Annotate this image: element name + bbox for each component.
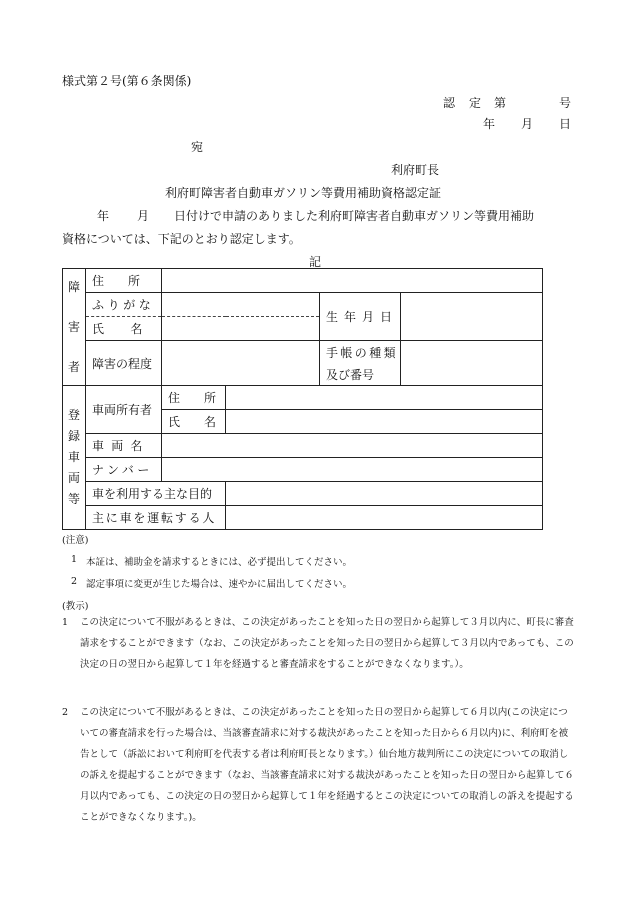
- table-row: [63, 434, 543, 458]
- instruction-number: 2: [62, 707, 69, 718]
- vehicle-name-label: 車両名: [86, 434, 162, 458]
- group-label-vehicle: 登 録 車 両 等: [63, 386, 86, 530]
- main-driver-field[interactable]: [226, 506, 543, 530]
- date-month: 月: [521, 117, 534, 131]
- instruction-item: [62, 612, 574, 675]
- intro-year: 年: [97, 209, 110, 223]
- notebook-label-line2: 及び番号: [320, 363, 401, 386]
- note-text: 認定事項に変更が生じた場合は、速やかに届出してください。: [86, 579, 353, 590]
- owner-name-label: 氏 名: [162, 410, 226, 434]
- address-label: 住 所: [86, 269, 162, 293]
- instruction-number: 1: [62, 617, 69, 628]
- name-label: 氏 名: [86, 317, 162, 341]
- address-field[interactable]: [162, 269, 543, 293]
- plate-number-label: ナンバー: [86, 458, 162, 482]
- cert-no-kanji-1: 認: [443, 96, 456, 110]
- date-day: 日: [559, 117, 572, 131]
- table-row: [63, 293, 543, 317]
- instruction-text: この決定について不服があるときは、この決定があったことを知った日の翌日から起算して６月以内(この決定についての審査請求を行った場合は、当該審査請求に対する裁決があったことを知った日から６月以内)に、利府町を被告として（訴訟において利府町を代表する者は利府町長となります。）仙台地方裁判所にこの決定についての取消しの訴えを提起することができます（なお、当該審査請求に対する裁決があったことを知った日の翌日から起算して６月以内であっても、この決定の日の翌日から起算して１年を経過するとこの決定についての取消しの訴えを提起することができなくなります。)。: [80, 707, 574, 823]
- table-row: [63, 269, 543, 293]
- vehicle-name-field[interactable]: [162, 434, 543, 458]
- table-row: [63, 482, 543, 506]
- notes-heading: (注意): [62, 535, 89, 546]
- instruction-heading: (教示): [62, 601, 89, 612]
- owner-name-field[interactable]: [226, 410, 543, 434]
- plate-number-field[interactable]: [162, 458, 543, 482]
- instruction-text: この決定について不服があるときは、この決定があったことを知った日の翌日から起算して３月以内に、町長に審査請求をすることができます（なお、この決定があったことを知った日の翌日から起算して３月以内であっても、この決定の日の翌日から起算して１年を経過すると審査請求をすることができなくなります。）。: [80, 617, 574, 670]
- main-driver-label: 主に車を運転する人: [86, 506, 226, 530]
- furigana-field[interactable]: [162, 293, 320, 317]
- vehicle-owner-label: 車両所有者: [86, 386, 162, 434]
- notebook-field[interactable]: [401, 341, 543, 386]
- ki-heading: 記: [309, 255, 322, 269]
- birthdate-field[interactable]: [401, 293, 543, 341]
- table-row: [63, 506, 543, 530]
- disability-level-label: 障害の程度: [86, 341, 162, 386]
- addressee: 宛: [191, 140, 204, 154]
- table-row: [63, 386, 543, 410]
- table-row: [63, 341, 543, 364]
- notebook-label-line1: 手帳の種類: [320, 341, 401, 364]
- group-label-disabled: 障 害 者: [63, 269, 86, 386]
- cert-no-suffix: 号: [559, 96, 572, 110]
- cert-no-kanji-2: 定: [469, 96, 482, 110]
- certificate-table: [62, 268, 543, 530]
- date-year: 年: [483, 117, 496, 131]
- disability-level-field[interactable]: [162, 341, 320, 386]
- note-number: 2: [71, 576, 78, 587]
- form-number: 様式第２号(第６条関係): [62, 74, 192, 88]
- issuer: 利府町長: [391, 163, 440, 177]
- furigana-label: ふりがな: [86, 293, 162, 317]
- cert-no-kanji-3: 第: [494, 96, 507, 110]
- instruction-item: [62, 702, 574, 828]
- note-number: 1: [71, 554, 78, 565]
- table-row: [63, 458, 543, 482]
- intro-month: 月: [137, 209, 150, 223]
- name-field[interactable]: [162, 317, 320, 341]
- main-purpose-field[interactable]: [226, 482, 543, 506]
- owner-address-field[interactable]: [226, 386, 543, 410]
- main-purpose-label: 車を利用する主な目的: [86, 482, 226, 506]
- birthdate-label: 生年月日: [320, 293, 401, 341]
- note-text: 本証は、補助金を請求するときには、必ず提出してください。: [86, 557, 353, 568]
- document-title: 利府町障害者自動車ガソリン等費用補助資格認定証: [165, 186, 442, 200]
- intro-line2: 資格については、下記のとおり認定します。: [62, 232, 301, 246]
- owner-address-label: 住 所: [162, 386, 226, 410]
- intro-line1: 日付けで申請のありました利府町障害者自動車ガソリン等費用補助: [174, 209, 535, 223]
